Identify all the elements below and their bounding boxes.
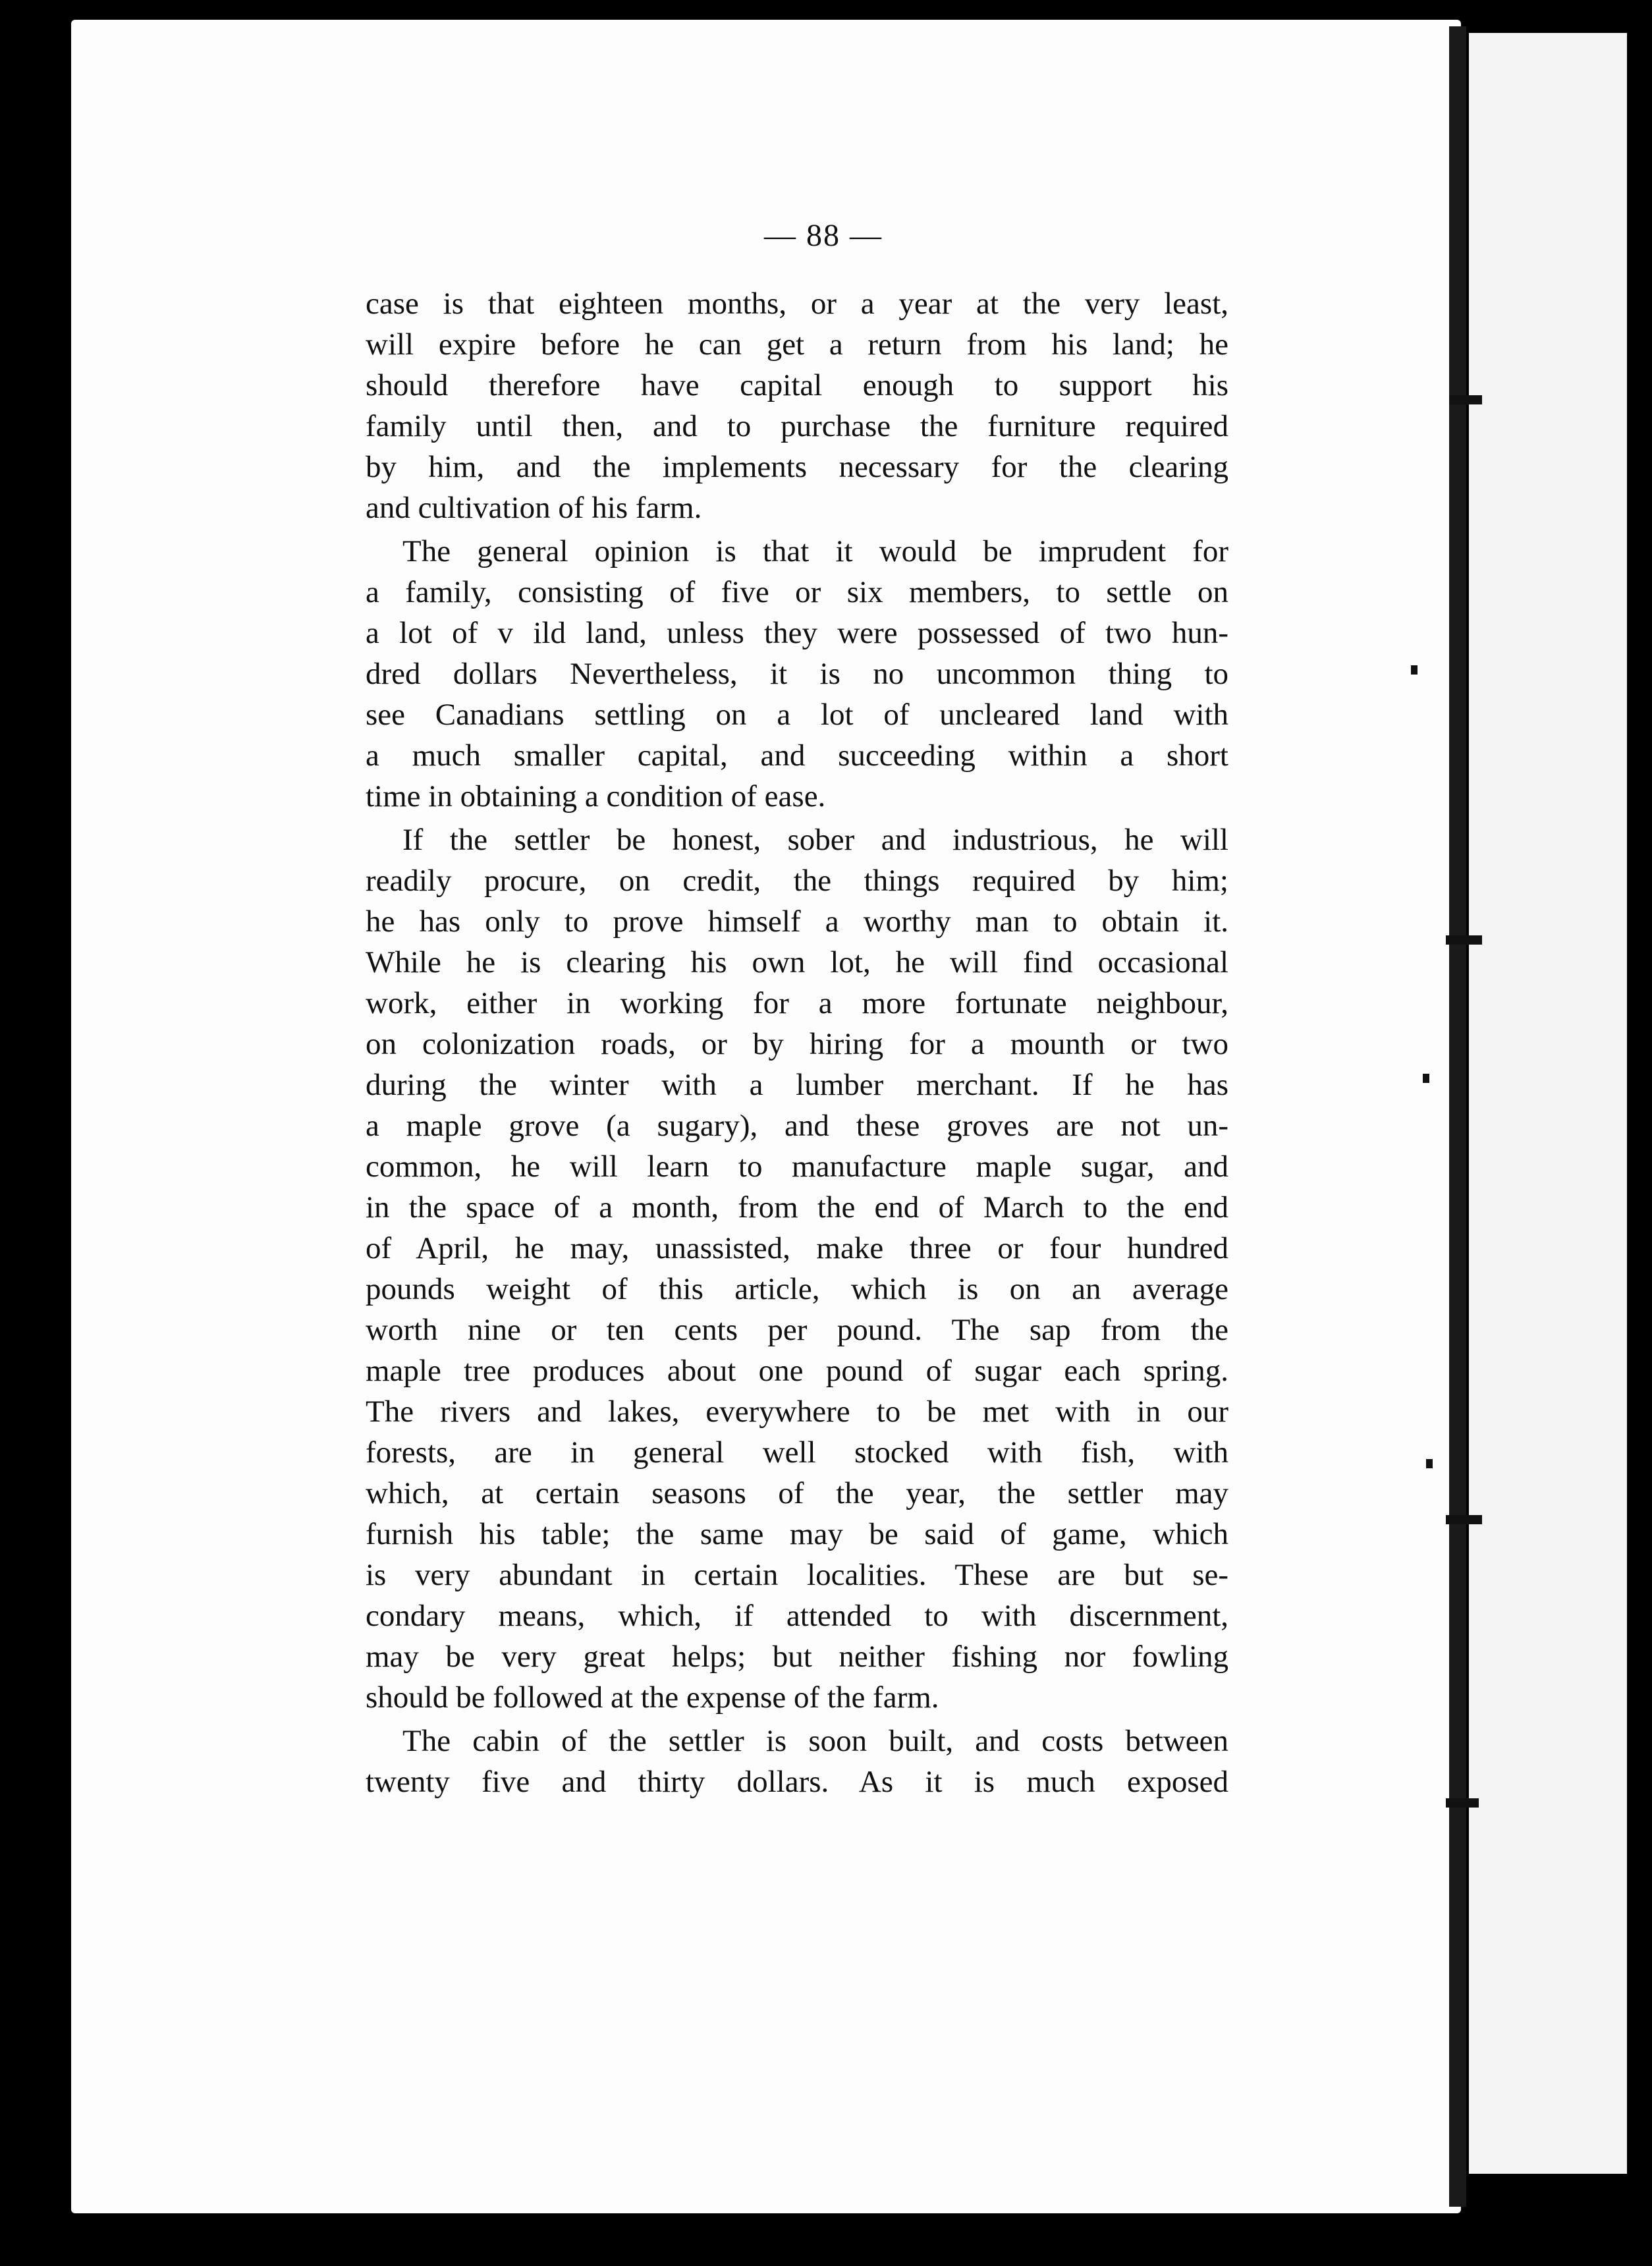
binding-mark — [1446, 935, 1482, 945]
text-line: The cabin of the settler is soon built, and costs between — [402, 1724, 1228, 1758]
paragraph — [366, 819, 1228, 1718]
text-line: see Canadians settling on a lot of uncleared land with — [366, 698, 1228, 732]
text-line: he has only to prove himself a worthy man to obtain it. — [366, 904, 1228, 939]
text-line: may be very great helps; but neither fishing nor fowling — [366, 1640, 1228, 1674]
paragraph — [366, 1721, 1228, 1802]
facing-page-edge — [1469, 33, 1627, 2174]
text-line: common, he will learn to manufacture maple sugar, and — [366, 1149, 1228, 1184]
text-line: time in obtaining a condition of ease. — [366, 779, 826, 814]
text-line: on colonization roads, or by hiring for a mounth or two — [366, 1027, 1228, 1061]
text-line: a maple grove (a sugary), and these groves are not un- — [366, 1109, 1228, 1143]
text-line: work, either in working for a more fortunate neighbour, — [366, 986, 1228, 1020]
text-line: a family, consisting of five or six members, to settle on — [366, 575, 1228, 609]
paragraph — [366, 531, 1228, 817]
text-line: should therefore have capital enough to support his — [366, 368, 1228, 402]
text-line: twenty five and thirty dollars. As it is much exposed — [366, 1765, 1228, 1799]
text-line: forests, are in general well stocked with fish, with — [366, 1435, 1228, 1470]
text-line: pounds weight of this article, which is on an average — [366, 1272, 1228, 1306]
binding-mark — [1411, 665, 1418, 675]
binding-mark — [1449, 395, 1482, 404]
text-line: which, at certain seasons of the year, the settler may — [366, 1476, 1228, 1510]
binding-mark — [1423, 1074, 1429, 1083]
text-line: in the space of a month, from the end of March to the end — [366, 1190, 1228, 1225]
text-line: readily procure, on credit, the things required by him; — [366, 864, 1228, 898]
text-line: case is that eighteen months, or a year at the very least, — [366, 287, 1228, 321]
binding-mark — [1426, 1459, 1433, 1468]
text-line: should be followed at the expense of the farm. — [366, 1680, 939, 1715]
text-line: will expire before he can get a return from his land; he — [366, 327, 1228, 362]
text-line: If the settler be honest, sober and industrious, he will — [402, 823, 1228, 857]
text-line: dred dollars Nevertheless, it is no uncommon thing to — [366, 657, 1228, 691]
binding-edge — [1449, 26, 1466, 2207]
page-number: — 88 — — [764, 218, 883, 253]
binding-mark — [1446, 1798, 1479, 1808]
text-line: The rivers and lakes, everywhere to be met with in our — [366, 1395, 1228, 1429]
body-text — [366, 283, 1228, 1805]
text-line: by him, and the implements necessary for the clearing — [366, 450, 1228, 484]
text-line: worth nine or ten cents per pound. The sap from the — [366, 1313, 1228, 1347]
text-line: family until then, and to purchase the furniture required — [366, 409, 1228, 443]
text-line: While he is clearing his own lot, he will find occasional — [366, 945, 1228, 980]
text-line: a much smaller capital, and succeeding within a short — [366, 738, 1228, 773]
text-line: during the winter with a lumber merchant. If he has — [366, 1068, 1228, 1102]
text-line: of April, he may, unassisted, make three or four hundred — [366, 1231, 1228, 1265]
text-line: a lot of v ild land, unless they were possessed of two hun- — [366, 616, 1228, 650]
binding-mark — [1446, 1515, 1482, 1524]
text-line: is very abundant in certain localities. These are but se- — [366, 1558, 1228, 1592]
paragraph — [366, 283, 1228, 528]
text-line: furnish his table; the same may be said of game, which — [366, 1517, 1228, 1551]
text-line: and cultivation of his farm. — [366, 491, 702, 525]
text-line: maple tree produces about one pound of sugar each spring. — [366, 1354, 1228, 1388]
text-line: The general opinion is that it would be imprudent for — [402, 534, 1228, 568]
text-line: condary means, which, if attended to with discernment, — [366, 1599, 1228, 1633]
